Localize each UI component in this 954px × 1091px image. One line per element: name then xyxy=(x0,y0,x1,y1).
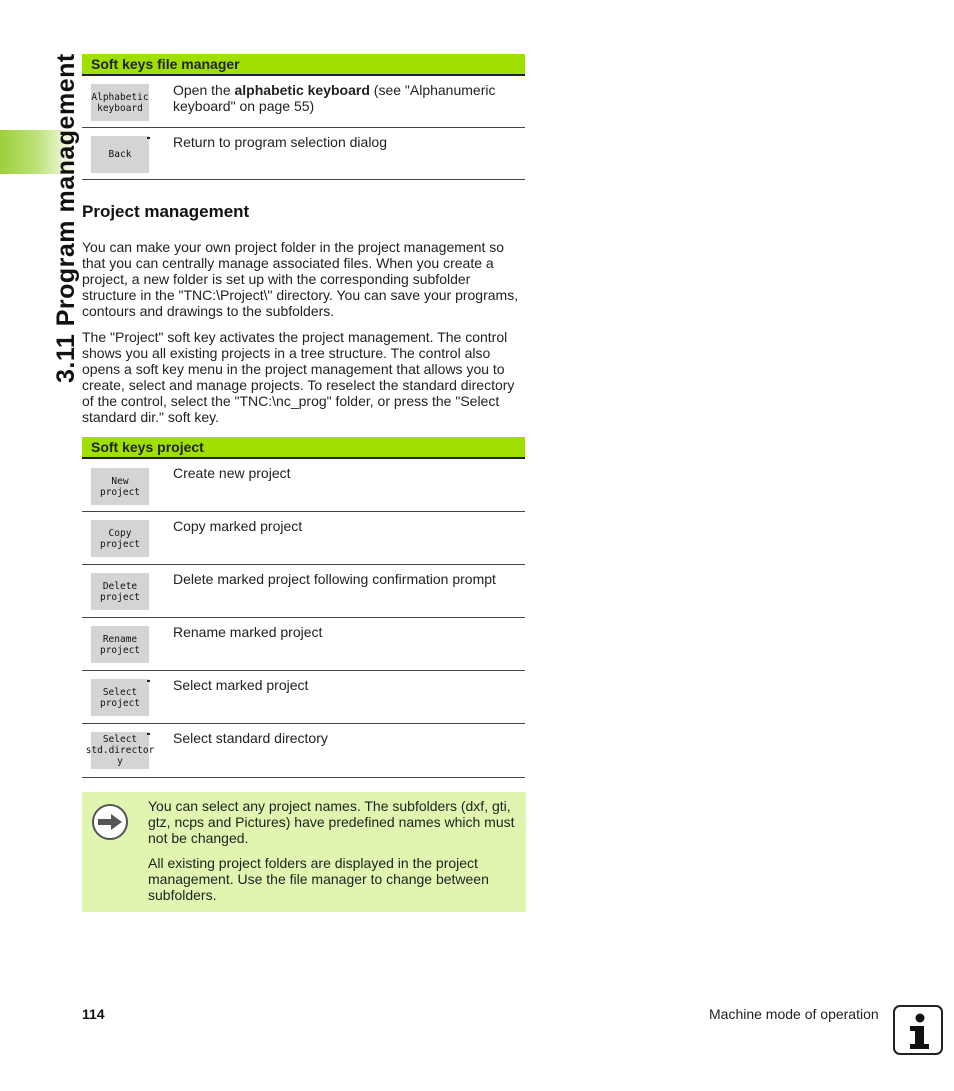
row-description: Select marked project xyxy=(173,677,309,693)
softkey-marker xyxy=(147,137,150,139)
section-heading: Project management xyxy=(82,202,250,221)
table-row xyxy=(82,671,525,724)
table-row xyxy=(82,512,525,565)
softkey-rename-project[interactable]: Rename project xyxy=(91,626,149,663)
info-icon xyxy=(893,1005,943,1055)
softkey-back[interactable]: Back xyxy=(91,136,149,173)
table-row xyxy=(82,76,525,128)
row-description: Return to program selection dialog xyxy=(173,134,388,150)
paragraph-2: The "Project" soft key activates the project management. The control shows you all existing projects in a tree structure. The control also opens a soft key menu in the project management that allows you to create, select and manage projects. To reselect the standard directory of the control, select the "TNC:\nc_prog" folder, or press the "Select standard dir." soft key. xyxy=(82,329,515,425)
softkey-marker xyxy=(147,733,150,735)
row-description: Copy marked project xyxy=(173,518,303,534)
page-number: 114 xyxy=(82,1006,105,1022)
paragraph-1: You can make your own project folder in the project management so that you can centrally manage associated files. When you create a project, a new folder is set up with the corresponding subfolder structure in the "TNC:\Project\" directory. You can save your programs, contours and drawings to the subfolders. xyxy=(82,239,519,319)
softkey-copy-project[interactable]: Copy project xyxy=(91,520,149,557)
table-row xyxy=(82,724,525,778)
table-header: Soft keys project xyxy=(82,437,525,459)
chapter-name: Machine mode of operation xyxy=(709,1006,879,1022)
row-description: Open the alphabetic keyboard (see "Alphanumeric keyboard" on page 55) xyxy=(173,82,496,114)
row-description: Rename marked project xyxy=(173,624,323,640)
softkey-select-project[interactable]: Select project xyxy=(91,679,149,716)
chapter-title: 3.11 Program management xyxy=(52,53,80,383)
row-description: Create new project xyxy=(173,465,291,481)
softkey-marker xyxy=(147,680,150,682)
softkeys-file-manager-table xyxy=(82,54,525,180)
softkeys-project-table xyxy=(82,437,525,778)
table-header: Soft keys file manager xyxy=(82,54,525,76)
softkey-new-project[interactable]: New project xyxy=(91,468,149,505)
softkey-alphabetic-keyboard[interactable]: Alphabetic keyboard xyxy=(91,84,149,121)
table-row xyxy=(82,565,525,618)
note-paragraph-1: You can select any project names. The subfolders (dxf, gti, gtz, ncps and Pictures) have predefined names which must not be changed. xyxy=(148,798,515,846)
softkey-delete-project[interactable]: Delete project xyxy=(91,573,149,610)
softkey-select-std-directory[interactable]: Select std.director y xyxy=(85,734,155,767)
table-row xyxy=(82,459,525,512)
row-description: Select standard directory xyxy=(173,730,328,746)
table-row xyxy=(82,618,525,671)
note-paragraph-2: All existing project folders are displayed in the project management. Use the file manager to change between subfolders. xyxy=(148,855,489,903)
arrow-right-icon xyxy=(92,804,128,840)
table-row xyxy=(82,128,525,180)
note-box xyxy=(82,792,526,912)
row-description: Delete marked project following confirmation prompt xyxy=(173,571,496,587)
